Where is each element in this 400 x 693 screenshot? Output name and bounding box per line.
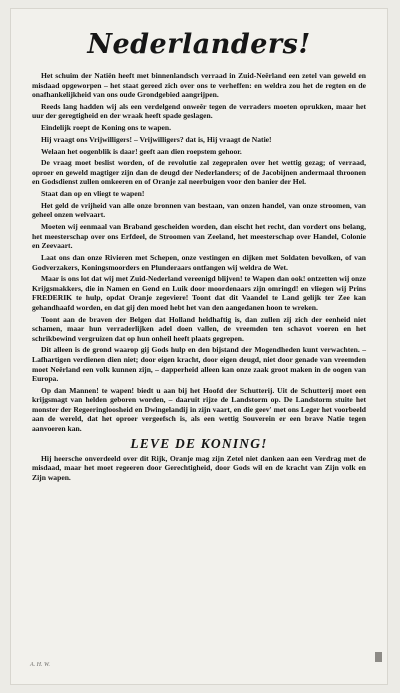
paragraph-5: Welaan het oogenblik is daar! geeft aan dien roepstem gehoor. xyxy=(41,146,242,156)
paragraph-9: Moeten wij eenmaal van Braband gescheiden worden, dan eischt het recht, dan vordert ons belang, het meesterschap over ons Erfdeel, de Stroomen van Zeeland, het meesterschap over Handel, Colonie en Zeevaart. xyxy=(32,222,366,251)
paragraph-1: Het schuim der Natiën heeft met binnenlandsch verraad in Zuid-Neêrland een zetel van geweld en misdaad opgeworpen – het staat gereed zich over ons te verheffen: en weldra zou het de regten en de onafhankelijkheid van ons oude Grondgebied aangrijpen. xyxy=(32,71,366,100)
paragraph-14: Op dan Mannen! te wapen! biedt u aan bij het Hoofd der Schutterij. Uit de Schutterij moet een krijgsmagt van helden geboren worden, – daaruit rijze de Landstorm op. De Landstorm stuite het monster der Regeeringloosheid en Dwingelandij in zijn vaart, en die geev' met ons Leger het voorbeeld aan de wereld, dat het oproer vergeefsch is, als een wettig Souverein er een brave Natie tegen aanvoeren kan. xyxy=(32,385,366,434)
poster-title: Nederlanders! xyxy=(87,29,311,60)
poster-sheet xyxy=(10,8,388,685)
printer-mark: A. H. W. xyxy=(30,662,50,668)
paragraph-10: Laat ons dan onze Rivieren met Schepen, onze vestingen en dijken met Soldaten bevolken, of van Godverzakers, Koningsmoorders en Plunderaars ontfangen wij weldra de Wet. xyxy=(32,252,366,272)
paragraph-11: Maar is ons lot dat wij met Zuid-Nederland vereenigd blijven! te Wapen dan ook! ontzetten wij onze Krijgsmakkers, die in Namen en Gend en Luik door moordenaars zijn omringd! en vliegen wij Prins FREDERIK te hulp, opdat Oranje zegeviere! Toont dat dit Vaandel te Land gelijk ter Zee kan gehandhaafd worden, en dat gij den moed hebt het van den aangedanen hoon te wreken. xyxy=(32,274,366,312)
paragraph-12: Toont aan de braven der Belgen dat Holland heldhaftig is, dan zullen zij zich der eenheid niet schamen, maar hun verraderlijken adel doen vallen, de vreemden ten schavot voeren en het schrikbewind vergruizen dat op hun onheil heeft plaats gegrepen. xyxy=(32,314,366,343)
paragraph-4: Hij vraagt ons Vrijwilligers! – Vrijwilligers? dat is, Hij vraagt de Natie! xyxy=(41,134,272,144)
paragraph-6: De vraag moet beslist worden, of de revolutie zal zegepralen over het wettig gezag; of verraad, oproer en geweld magtiger zijn dan de deugd der Nederlanders; of de Jacobijnen andermaal throonen en Godsdienst zullen omkeeren en of Oranje zal neerbuigen voor den banier der Hel. xyxy=(32,158,366,187)
corner-marker xyxy=(375,652,382,662)
paragraph-7: Staat dan op en vliegt te wapen! xyxy=(41,189,145,199)
paragraph-2: Reeds lang hadden wij als een verdelgend onweêr tegen de verraders moeten oprukken, maar het uur der geregtigheid en der wraak heeft spade geslagen. xyxy=(32,101,366,121)
cheer-heading: LEVE DE KONING! xyxy=(130,435,268,451)
paragraph-13: Dit alleen is de grond waarop gij Gods hulp en den bijstand der Mogendheden kunt verwachten. – Lafhartigen verdienen dien niet; door eigen kracht, door eigen deugd, niet door genade van vreemden moet Neêrland een volk kunnen zijn, – dapperheid alleen kan onze zaak groot maken in de oogen van Europa. xyxy=(32,345,366,384)
closing-paragraph: Hij heersche onverdeeld over dit Rijk, Oranje mag zijn Zetel niet danken aan een Verdrag met de misdaad, maar het moet regeeren door Gerechtigheid, door Gods wil en de kracht van Zijn volk en Zijn wapen. xyxy=(32,453,366,482)
paragraph-3: Eindelijk roept de Koning ons te wapen. xyxy=(41,123,172,133)
paragraph-8: Het geld de vrijheid van alle onze bronnen van bestaan, van onzen handel, van onze stroomen, van geheel onzen welvaart. xyxy=(32,200,366,220)
poster-content xyxy=(32,22,366,485)
